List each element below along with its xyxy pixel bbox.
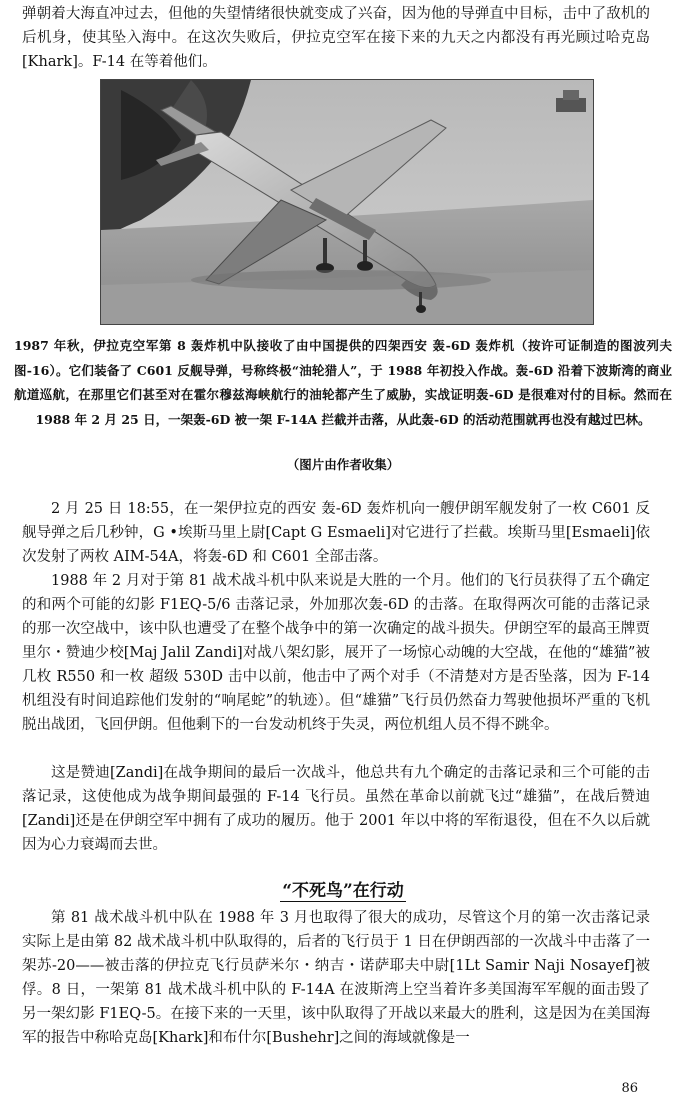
page-number: 86: [621, 1081, 638, 1096]
body-paragraph-top: 弹朝着大海直冲过去，但他的失望情绪很快就变成了兴奋，因为他的导弹直中目标，击中了敌机的后机身，使其坠入海中。在这次失败后，伊拉克空军在接下来的九天之内都没有再光顾过哈克岛[Khark]。F-14 在等着他们。: [22, 6, 650, 70]
section-title: [0, 878, 686, 904]
body-paragraph-2: 1988 年 2 月对于第 81 战术战斗机中队来说是大胜的一个月。他们的飞行员获得了五个确定的和两个可能的幻影 F1EQ-5/6 击落记录，外加那次轰-6D 的击落。在取得两次可能的击落记录的那一次空战中，该中队也遭受了在整个战争中的第一次确定的战斗损失。伊朗空军的最高王牌贾里尔・赞迪少校[Maj Jalil Zandi]对战八架幻影，展开了一场惊心动魄的大空战，在他的“雄猫”被几枚 R550 和一枚 超级 530D 击中以前，他击中了两个对手（不清楚对方是否坠落，因为 F-14 机组没有时间追踪他们发射的“响尾蛇”的轨迹）。但“雄猫”飞行员仍然奋力驾驶他损坏严重的飞机脱出战团，飞回伊朗。但他剩下的一台发动机终于失灵，两位机组人员不得不跳伞。: [22, 573, 650, 733]
body-paragraph-4: 第 81 战术战斗机中队在 1988 年 3 月也取得了很大的成功，尽管这个月的第一次击落记录实际上是由第 82 战术战斗机中队取得的，后者的飞行员于 1 日在伊朗西部的一次战斗中击落了一架苏-20——被击落的伊拉克飞行员萨米尔・纳吉・诺萨耶夫中尉[1Lt Samir Naji Nosayef]被俘。8 日，一架第 81 战术战斗机中队的 F-14A 在波斯湾上空当着许多美国海军军舰的面击毁了另一架幻影 F1EQ-5。在接下来的一天里，该中队取得了开战以来最大的胜利，这是因为在美国海军的报告中称哈克岛[Khark]和布什尔[Bushehr]之间的海域就像是一: [22, 910, 650, 1046]
figure-caption: 1987 年秋，伊拉克空军第 8 轰炸机中队接收了由中国提供的四架西安 轰-6D 轰炸机（按许可证制造的图波列夫 图-16）。它们装备了 C601 反舰导弹，号称终极“油轮猎人”，于 1988 年初投入作战。轰-6D 沿着下波斯湾的商业航道巡航，在那里它们甚至对在霍尔穆兹海峡航行的油轮都产生了威胁，实战证明轰-6D 是很难对付的目标。然而在 1988 年 2 月 25 日，一架轰-6D 被一架 F-14A 拦截并击落，从此轰-6D 的活动范围就再也没有越过巴林。: [14, 338, 672, 427]
body-paragraph-1: 2 月 25 日 18:55，在一架伊拉克的西安 轰-6D 轰炸机向一艘伊朗军舰发射了一枚 C601 反舰导弹之后几秒钟，G •埃斯马里上尉[Capt G Esmaeli]对它进行了拦截。埃斯马里[Esmaeli]依次发射了两枚 AIM-54A，将轰-6D 和 C601 全部击落。: [22, 501, 650, 565]
section-title-text: “不死鸟”在行动: [282, 881, 404, 901]
photo-h6d-bomber: [100, 79, 594, 325]
body-paragraph-3: 这是赞迪[Zandi]在战争期间的最后一次战斗，他总共有九个确定的击落记录和三个可能的击落记录，这使他成为战争期间最强的 F-14 飞行员。虽然在革命以前就飞过“雄猫”，在战后赞迪[Zandi]还是在伊朗空军中拥有了成功的履历。他于 2001 年以中将的军衔退役，但在不久以后就因为心力衰竭而去世。: [22, 765, 650, 853]
figure-credit: （图片由作者收集）: [286, 457, 400, 472]
